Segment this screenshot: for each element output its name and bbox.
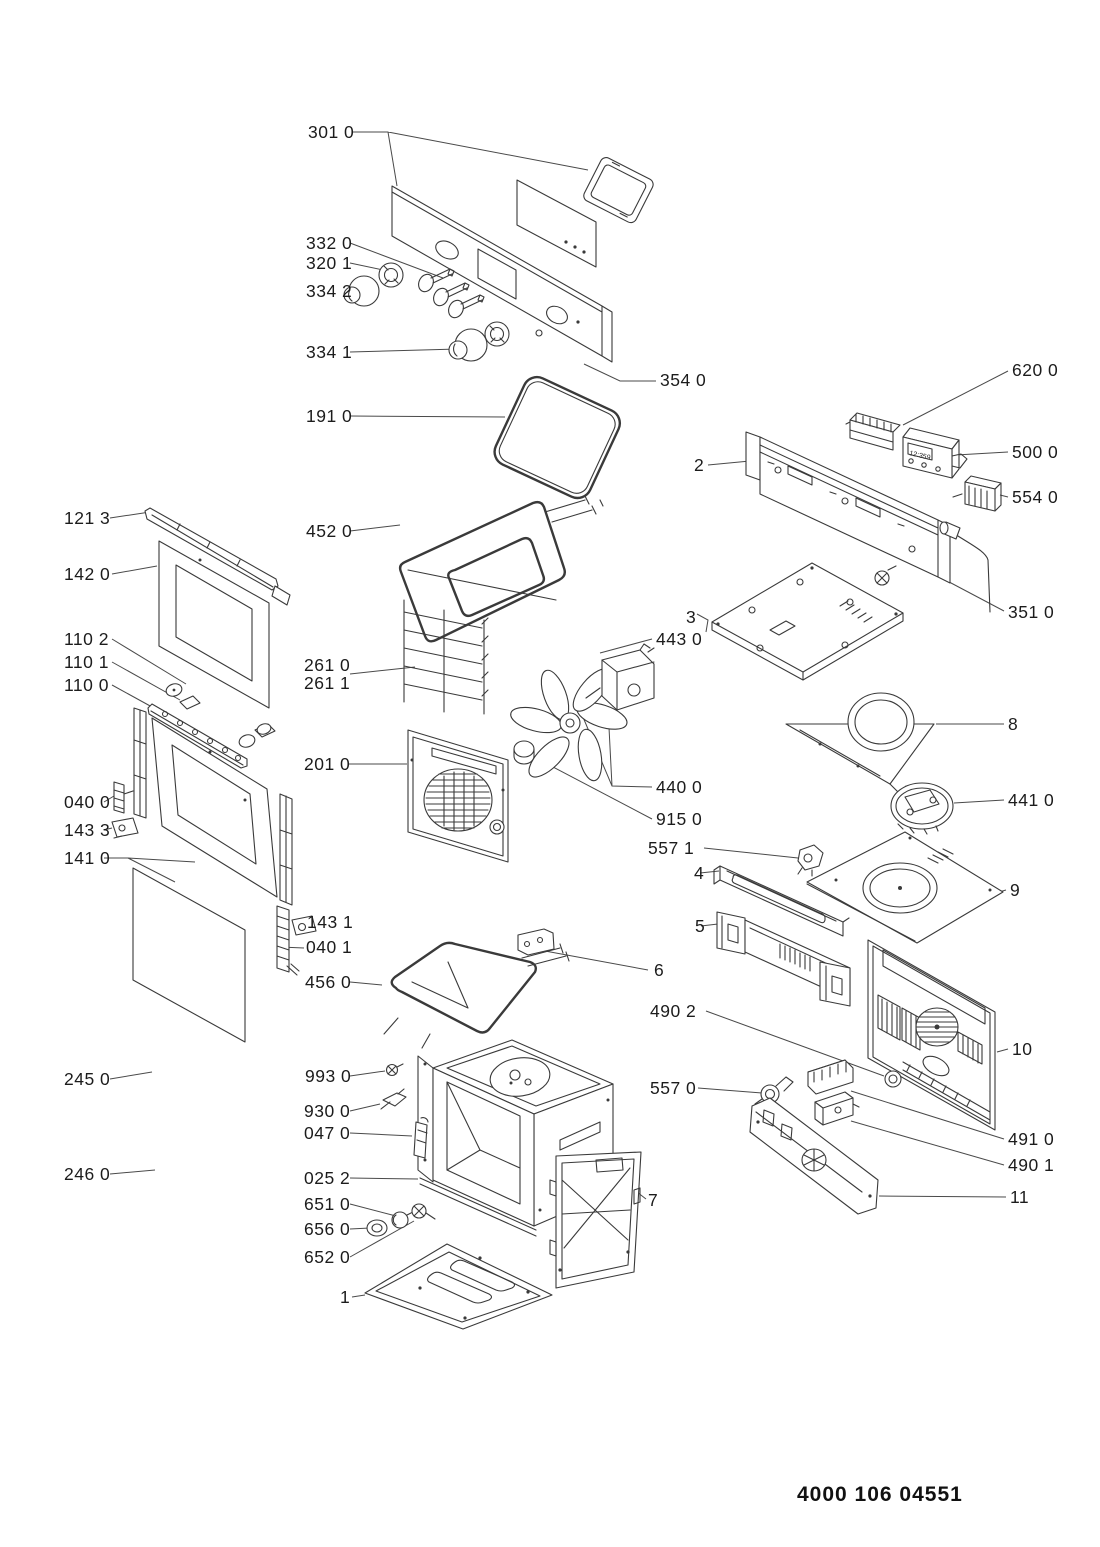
part-label-ref-2: 2 [694, 455, 705, 475]
part-label-456-0: 456 0 [305, 972, 352, 992]
thermostat-557-1 [798, 845, 823, 876]
part-label-652-0: 652 0 [304, 1247, 351, 1267]
part-label-332-0: 332 0 [306, 233, 353, 253]
door-gasket [490, 373, 624, 503]
bulb-557-0 [755, 1077, 793, 1104]
part-label-142-0: 142 0 [64, 564, 111, 584]
part-label-025-2: 025 2 [304, 1168, 351, 1188]
part-label-334-1: 334 1 [306, 342, 353, 362]
bottom-element [384, 943, 569, 1048]
part-label-ref-6: 6 [654, 960, 665, 980]
part-label-047-0: 047 0 [304, 1123, 351, 1143]
part-label-ref-10: 10 [1012, 1039, 1033, 1059]
part-label-ref-5: 5 [695, 916, 706, 936]
collar-320-1 [379, 263, 403, 287]
part-label-557-1: 557 1 [648, 838, 695, 858]
part-label-351-0: 351 0 [1008, 602, 1055, 622]
cooling-fan-motor [891, 783, 953, 834]
part-label-ref-8: 8 [1008, 714, 1019, 734]
screw-993-0 [387, 1064, 404, 1076]
selector-switch [953, 476, 1001, 511]
part-label-143-3: 143 3 [64, 820, 111, 840]
part-label-ref-7: 7 [648, 1190, 659, 1210]
part-label-993-0: 993 0 [305, 1066, 352, 1086]
part-label-245-0: 245 0 [64, 1069, 111, 1089]
fan-scroll-housing [786, 693, 934, 793]
hinge-bracket-143-3 [112, 818, 138, 838]
part-label-191-0: 191 0 [306, 406, 353, 426]
part-label-443-0: 443 0 [656, 629, 703, 649]
rear-frame [550, 1152, 641, 1288]
grill-element [400, 496, 603, 641]
bottom-panel [365, 1244, 552, 1329]
part-label-500-0: 500 0 [1012, 442, 1059, 462]
lamp-socket-652-0 [412, 1204, 435, 1219]
inner-door-glass-lower [133, 868, 245, 1042]
part-label-143-1: 143 1 [307, 912, 354, 932]
part-label-110-1: 110 1 [64, 652, 109, 672]
document-code: 4000 106 04551 [797, 1483, 963, 1506]
part-label-121-3: 121 3 [64, 508, 111, 528]
part-label-110-2: 110 2 [64, 629, 109, 649]
part-label-491-0: 491 0 [1008, 1129, 1055, 1149]
lamp-bracket-11 [750, 1098, 878, 1214]
part-label-656-0: 656 0 [304, 1219, 351, 1239]
chassis-screw [875, 566, 896, 585]
switch-491-0 [815, 1092, 859, 1125]
part-label-ref-4: 4 [694, 863, 705, 883]
cavity-back-panel [408, 730, 508, 862]
part-label-ref-3: 3 [686, 607, 697, 627]
part-label-452-0: 452 0 [306, 521, 353, 541]
part-label-040-1: 040 1 [306, 937, 353, 957]
part-label-620-0: 620 0 [1012, 360, 1059, 380]
shelf-rack [404, 600, 488, 714]
timer-unit [903, 428, 967, 478]
part-label-261-1: 261 1 [304, 673, 351, 693]
hinge-040-0 [114, 782, 133, 813]
part-label-246-0: 246 0 [64, 1164, 111, 1184]
part-label-441-0: 441 0 [1008, 790, 1055, 810]
part-label-ref-11: 11 [1010, 1187, 1030, 1207]
part-label-554-0: 554 0 [1012, 487, 1059, 507]
part-label-490-2: 490 2 [650, 1001, 697, 1021]
part-label-ref-9: 9 [1010, 880, 1021, 900]
part-label-490-1: 490 1 [1008, 1155, 1055, 1175]
part-label-201-0: 201 0 [304, 754, 351, 774]
part-label-110-0: 110 0 [64, 675, 109, 695]
part-label-930-0: 930 0 [304, 1101, 351, 1121]
part-label-354-0: 354 0 [660, 370, 707, 390]
terminal-490-2 [808, 1060, 853, 1094]
clip-930-0 [381, 1089, 406, 1109]
part-label-440-0: 440 0 [656, 777, 703, 797]
lamp-housing-656-0 [367, 1220, 387, 1236]
part-label-557-0: 557 0 [650, 1078, 697, 1098]
part-label-651-0: 651 0 [304, 1194, 351, 1214]
rear-outer-panel [868, 940, 995, 1130]
part-label-320-1: 320 1 [306, 253, 353, 273]
part-label-915-0: 915 0 [656, 809, 703, 829]
knob-334-1 [449, 322, 509, 361]
part-label-040-0: 040 0 [64, 792, 111, 812]
part-label-ref-1: 1 [340, 1287, 351, 1307]
inner-door-panel [134, 708, 292, 905]
part-label-334-2: 334 2 [306, 281, 353, 301]
fan-nut [514, 741, 534, 764]
timer-display: 12:359 [908, 450, 931, 462]
terminal-block [846, 413, 900, 450]
circuit-board [712, 563, 903, 680]
display-frame [582, 156, 655, 225]
part-label-261-0: 261 0 [304, 655, 351, 675]
part-label-301-0: 301 0 [308, 122, 355, 142]
part-label-141-0: 141 0 [64, 848, 111, 868]
